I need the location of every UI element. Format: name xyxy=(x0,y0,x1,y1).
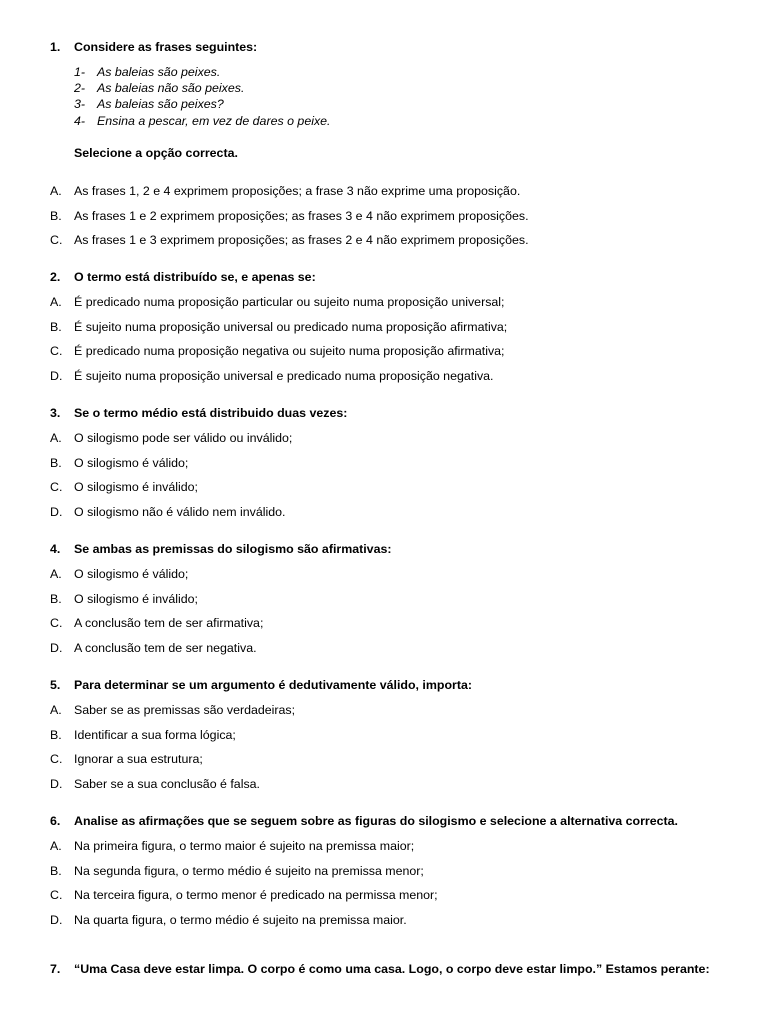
option-c xyxy=(50,233,728,247)
option-letter: C. xyxy=(50,233,63,247)
option-c xyxy=(50,752,728,766)
sentence-3 xyxy=(74,97,224,111)
option-letter: D. xyxy=(50,641,63,655)
option-letter: B. xyxy=(50,864,62,878)
option-text: Identificar a sua forma lógica; xyxy=(74,728,236,742)
question-1 xyxy=(50,40,728,54)
sentence-text: Ensina a pescar, em vez de dares o peixe. xyxy=(97,114,331,128)
option-letter: D. xyxy=(50,369,63,383)
option-letter: C. xyxy=(50,752,63,766)
option-letter: B. xyxy=(50,592,62,606)
option-letter: A. xyxy=(50,703,62,717)
option-a xyxy=(50,431,728,445)
option-d xyxy=(50,913,728,927)
option-c xyxy=(50,616,728,630)
question-text: Se o termo médio está distribuido duas vezes: xyxy=(74,406,348,420)
option-d xyxy=(50,777,728,791)
sentence-2 xyxy=(74,81,244,95)
option-c xyxy=(50,344,728,358)
sentence-text: As baleias não são peixes. xyxy=(97,81,245,95)
option-d xyxy=(50,641,728,655)
option-text: O silogismo é inválido; xyxy=(74,480,198,494)
question-7 xyxy=(50,962,728,976)
option-b xyxy=(50,592,728,606)
option-text: Na segunda figura, o termo médio é sujeito na premissa menor; xyxy=(74,864,424,878)
option-letter: C. xyxy=(50,344,63,358)
option-b xyxy=(50,864,728,878)
option-text: O silogismo é inválido; xyxy=(74,592,198,606)
question-number: 4. xyxy=(50,542,61,556)
option-a xyxy=(50,295,728,309)
option-letter: A. xyxy=(50,295,62,309)
option-letter: D. xyxy=(50,505,63,519)
option-b xyxy=(50,728,728,742)
option-letter: C. xyxy=(50,888,63,902)
option-b xyxy=(50,209,728,223)
option-text: É sujeito numa proposição universal ou predicado numa proposição afirmativa; xyxy=(74,320,508,334)
sentence-4 xyxy=(74,114,331,128)
option-letter: A. xyxy=(50,567,62,581)
option-text: As frases 1 e 2 exprimem proposições; as frases 3 e 4 não exprimem proposições. xyxy=(74,209,529,223)
question-text: Para determinar se um argumento é dedutivamente válido, importa: xyxy=(74,678,472,692)
option-text: Na quarta figura, o termo médio é sujeito na premissa maior. xyxy=(74,913,407,927)
sentence-text: As baleias são peixes? xyxy=(97,97,224,111)
question-number: 5. xyxy=(50,678,61,692)
option-text: É sujeito numa proposição universal e predicado numa proposição negativa. xyxy=(74,369,494,383)
option-text: É predicado numa proposição particular ou sujeito numa proposição universal; xyxy=(74,295,505,309)
question-number: 1. xyxy=(50,40,61,54)
option-letter: D. xyxy=(50,913,63,927)
sentence-number: 2- xyxy=(74,81,86,95)
option-letter: C. xyxy=(50,616,63,630)
question-4 xyxy=(50,542,728,556)
question-number: 3. xyxy=(50,406,61,420)
question-text: Considere as frases seguintes: xyxy=(74,40,258,54)
option-a xyxy=(50,839,728,853)
option-letter: B. xyxy=(50,728,62,742)
option-a xyxy=(50,703,728,717)
option-letter: A. xyxy=(50,431,62,445)
question-text: “Uma Casa deve estar limpa. O corpo é como uma casa. Logo, o corpo deve estar limpo.” Estamos perante: xyxy=(74,962,710,976)
question-number: 6. xyxy=(50,814,61,828)
option-letter: B. xyxy=(50,320,62,334)
option-text: Na primeira figura, o termo maior é sujeito na premissa maior; xyxy=(74,839,415,853)
option-d xyxy=(50,505,728,519)
option-letter: B. xyxy=(50,209,62,223)
question-number: 7. xyxy=(50,962,61,976)
option-letter: B. xyxy=(50,456,62,470)
option-text: As frases 1, 2 e 4 exprimem proposições; a frase 3 não exprime uma proposição. xyxy=(74,184,521,198)
option-a xyxy=(50,567,728,581)
option-text: Saber se a sua conclusão é falsa. xyxy=(74,777,260,791)
option-text: Na terceira figura, o termo menor é predicado na permissa menor; xyxy=(74,888,438,902)
question-text: O termo está distribuído se, e apenas se: xyxy=(74,270,316,284)
option-d xyxy=(50,369,728,383)
question-number: 2. xyxy=(50,270,61,284)
option-text: O silogismo não é válido nem inválido. xyxy=(74,505,286,519)
option-text: As frases 1 e 3 exprimem proposições; as frases 2 e 4 não exprimem proposições. xyxy=(74,233,529,247)
option-text: É predicado numa proposição negativa ou sujeito numa proposição afirmativa; xyxy=(74,344,505,358)
option-c xyxy=(50,480,728,494)
option-letter: A. xyxy=(50,839,62,853)
option-text: A conclusão tem de ser negativa. xyxy=(74,641,257,655)
option-b xyxy=(50,456,728,470)
question-text: Analise as afirmações que se seguem sobre as figuras do silogismo e selecione a alternativa correcta. xyxy=(74,814,678,828)
question-5 xyxy=(50,678,728,692)
sentence-number: 3- xyxy=(74,97,86,111)
option-text: Ignorar a sua estrutura; xyxy=(74,752,203,766)
option-text: O silogismo é válido; xyxy=(74,567,189,581)
sentence-number: 1- xyxy=(74,65,86,79)
option-text: Saber se as premissas são verdadeiras; xyxy=(74,703,296,717)
question-3 xyxy=(50,406,728,420)
option-a xyxy=(50,184,728,198)
question-6 xyxy=(50,814,728,828)
option-text: A conclusão tem de ser afirmativa; xyxy=(74,616,264,630)
instruction: Selecione a opção correcta. xyxy=(74,146,238,160)
option-c xyxy=(50,888,728,902)
option-text: O silogismo é válido; xyxy=(74,456,189,470)
option-letter: C. xyxy=(50,480,63,494)
question-2 xyxy=(50,270,728,284)
option-text: O silogismo pode ser válido ou inválido; xyxy=(74,431,293,445)
option-letter: A. xyxy=(50,184,62,198)
option-letter: D. xyxy=(50,777,63,791)
sentence-number: 4- xyxy=(74,114,86,128)
question-text: Se ambas as premissas do silogismo são afirmativas: xyxy=(74,542,392,556)
option-b xyxy=(50,320,728,334)
sentence-1 xyxy=(74,65,220,79)
sentence-text: As baleias são peixes. xyxy=(97,65,221,79)
